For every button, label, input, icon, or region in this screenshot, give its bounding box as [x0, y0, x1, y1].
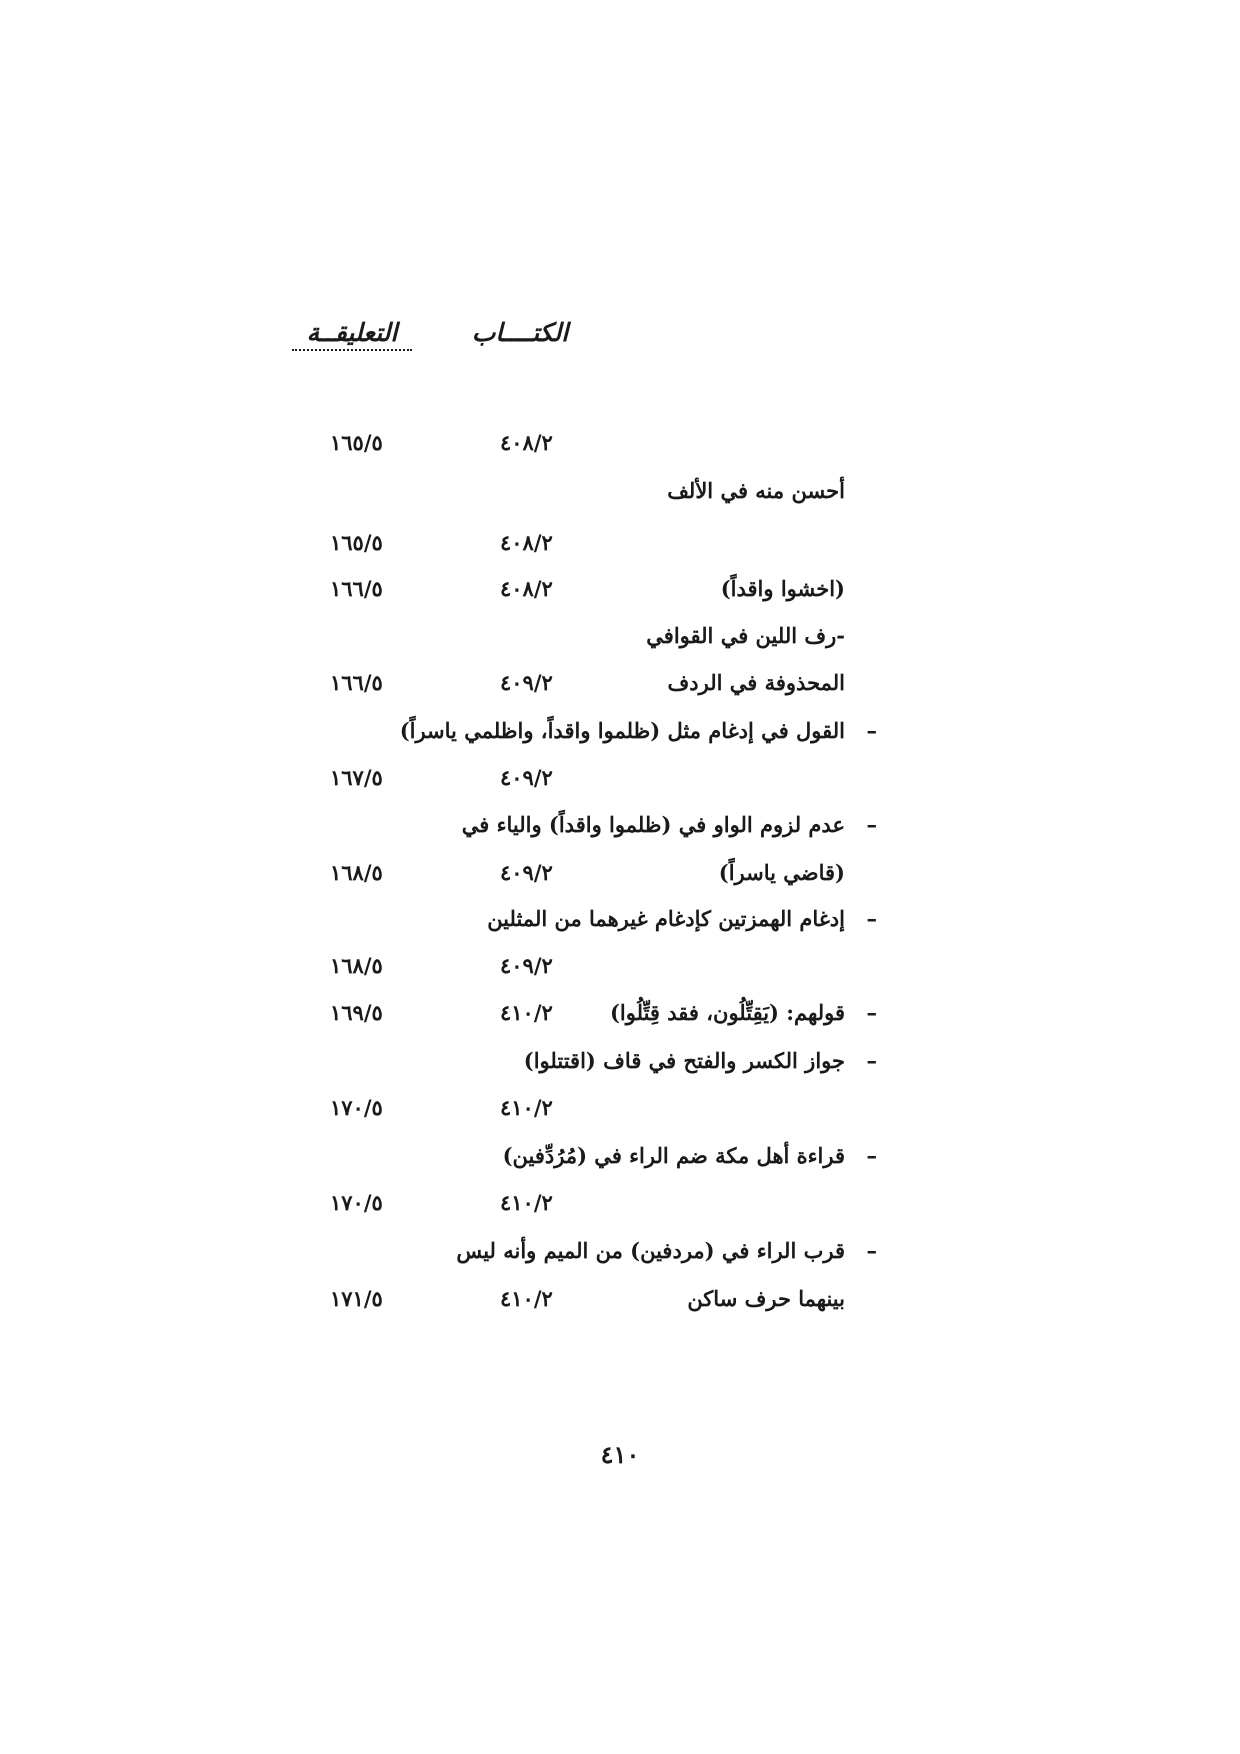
kitab-reference: ٤١٠/٢ — [500, 1000, 553, 1025]
entry-text: المحذوفة في الردف — [667, 670, 845, 695]
page-number: ٤١٠ — [600, 1440, 640, 1469]
index-row — [0, 430, 1240, 470]
column-header-kitab: الكتــــاب — [471, 318, 569, 347]
index-row — [0, 718, 1240, 758]
entry-text: قراءة أهل مكة ضم الراء في (مُرُدِّفين) — [502, 1143, 845, 1168]
kitab-reference: ٤٠٩/٢ — [500, 670, 553, 695]
index-row — [0, 1095, 1240, 1135]
taliqa-reference: ١٦٨/٥ — [330, 953, 383, 978]
entry-text: بينهما حرف ساكن — [687, 1286, 845, 1311]
taliqa-reference: ١٧٠/٥ — [330, 1190, 383, 1215]
column-header-taliqa: التعليقــة — [292, 318, 412, 351]
index-row — [0, 765, 1240, 805]
taliqa-reference: ١٦٧/٥ — [330, 765, 383, 790]
index-row — [0, 670, 1240, 710]
index-row — [0, 1143, 1240, 1183]
kitab-reference: ٤١٠/٢ — [500, 1190, 553, 1215]
taliqa-reference: ١٦٦/٥ — [330, 670, 383, 695]
bullet-dash: – — [866, 1048, 877, 1073]
kitab-reference: ٤٠٨/٢ — [500, 530, 553, 555]
index-row — [0, 953, 1240, 993]
kitab-reference: ٤١٠/٢ — [500, 1286, 553, 1311]
index-row — [0, 1238, 1240, 1278]
entry-text: (اخشوا واقداً) — [720, 576, 845, 601]
taliqa-reference: ١٦٦/٥ — [330, 576, 383, 601]
entry-text: (قاضي ياسراً) — [718, 860, 845, 885]
index-row — [0, 623, 1240, 663]
index-row — [0, 576, 1240, 616]
bullet-dash: – — [866, 1143, 877, 1168]
index-row — [0, 1190, 1240, 1230]
taliqa-reference: ١٦٥/٥ — [330, 530, 383, 555]
taliqa-reference: ١٦٩/٥ — [330, 1000, 383, 1025]
kitab-reference: ٤٠٩/٢ — [500, 765, 553, 790]
bullet-dash: – — [866, 812, 877, 837]
entry-text: قولهم: (يَقِتِّلُون، فقد قِتِّلُوا) — [610, 1000, 845, 1025]
entry-text: إدغام الهمزتين كإدغام غيرهما من المثلين — [487, 906, 845, 931]
index-row — [0, 1048, 1240, 1088]
entry-text: -رف اللين في القوافي — [646, 623, 845, 648]
entry-text: القول في إدغام مثل (ظلموا واقداً، واظلمي ياسراً) — [399, 718, 845, 743]
index-row — [0, 1000, 1240, 1040]
index-row — [0, 1286, 1240, 1326]
entry-text: جواز الكسر والفتح في قاف (اقتتلوا) — [523, 1048, 845, 1073]
bullet-dash: – — [866, 1238, 877, 1263]
kitab-reference: ٤٠٨/٢ — [500, 430, 553, 455]
kitab-reference: ٤٠٩/٢ — [500, 860, 553, 885]
index-row — [0, 478, 1240, 518]
entry-text: عدم لزوم الواو في (ظلموا واقداً) والياء في — [461, 812, 845, 837]
bullet-dash: – — [866, 906, 877, 931]
taliqa-reference: ١٧١/٥ — [330, 1286, 383, 1311]
entry-text: أحسن منه في الألف — [667, 478, 845, 503]
taliqa-reference: ١٦٥/٥ — [330, 430, 383, 455]
kitab-reference: ٤١٠/٢ — [500, 1095, 553, 1120]
kitab-reference: ٤٠٨/٢ — [500, 576, 553, 601]
bullet-dash: – — [866, 1000, 877, 1025]
taliqa-reference: ١٧٠/٥ — [330, 1095, 383, 1120]
taliqa-reference: ١٦٨/٥ — [330, 860, 383, 885]
index-row — [0, 906, 1240, 946]
index-row — [0, 812, 1240, 852]
entry-text: قرب الراء في (مردفين) من الميم وأنه ليس — [456, 1238, 845, 1263]
bullet-dash: – — [866, 718, 877, 743]
index-row — [0, 860, 1240, 900]
index-row — [0, 530, 1240, 570]
kitab-reference: ٤٠٩/٢ — [500, 953, 553, 978]
